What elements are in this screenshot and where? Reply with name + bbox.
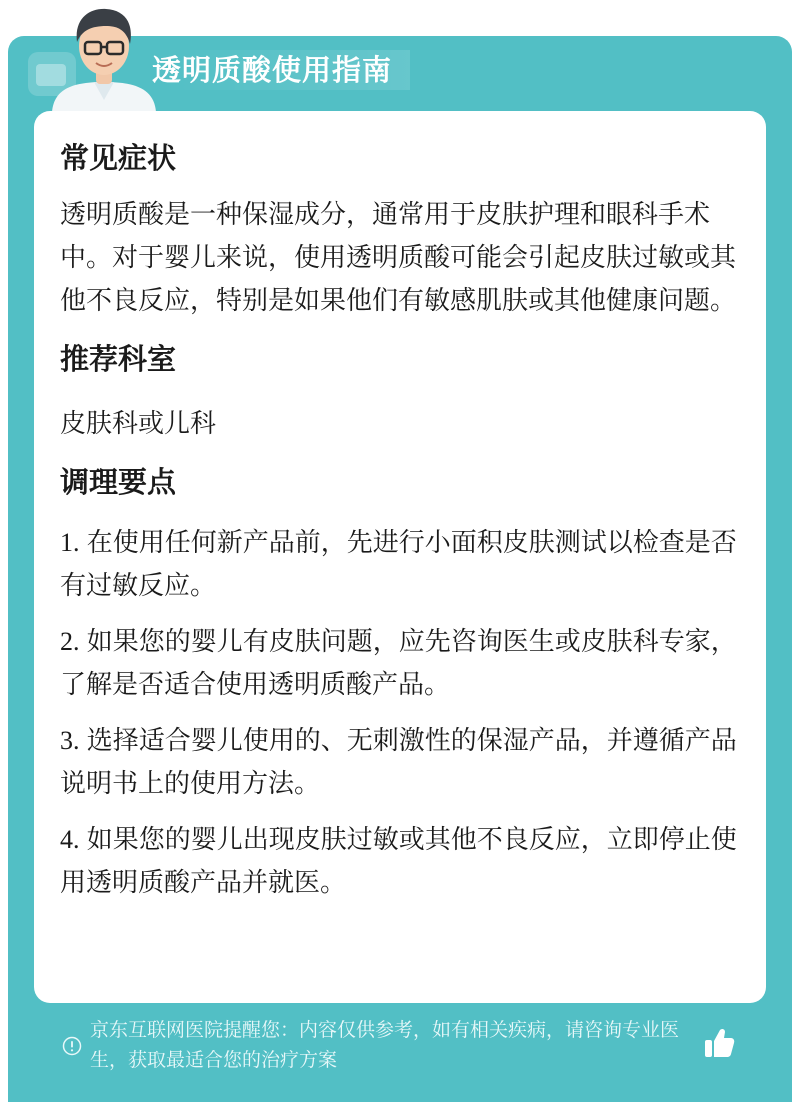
content-card xyxy=(34,111,766,1003)
care-tip-number: 3. xyxy=(60,726,80,755)
care-tip-text: 选择适合婴儿使用的、无刺激性的保湿产品，并遵循产品说明书上的使用方法。 xyxy=(60,725,737,798)
disclaimer-text: 京东互联网医院提醒您：内容仅供参考，如有相关疾病，请咨询专业医生，获取最适合您的治疗方案 xyxy=(90,1020,680,1071)
thumbs-up-icon[interactable] xyxy=(702,1026,736,1060)
care-tip-item xyxy=(60,719,740,805)
disclaimer xyxy=(62,1016,702,1076)
department-text: 皮肤科或儿科 xyxy=(60,408,217,438)
care-tip-item xyxy=(60,521,740,607)
care-heading: 调理要点 xyxy=(60,467,177,499)
care-tip-number: 2. xyxy=(60,627,80,656)
care-tip-number: 1. xyxy=(60,528,80,557)
care-tip-item xyxy=(60,818,740,904)
care-tip-text: 在使用任何新产品前，先进行小面积皮肤测试以检查是否有过敏反应。 xyxy=(60,527,737,600)
care-tip-text: 如果您的婴儿有皮肤问题，应先咨询医生或皮肤科专家，了解是否适合使用透明质酸产品。 xyxy=(60,626,737,699)
info-circle-icon xyxy=(62,1036,82,1056)
care-tip-item xyxy=(60,620,740,706)
department-heading: 推荐科室 xyxy=(60,344,177,376)
care-tip-text: 如果您的婴儿出现皮肤过敏或其他不良反应，立即停止使用透明质酸产品并就医。 xyxy=(60,824,737,897)
care-tips-list xyxy=(60,521,740,904)
symptoms-heading: 常见症状 xyxy=(60,143,177,175)
doctor-avatar-icon xyxy=(44,0,164,112)
page-title: 透明质酸使用指南 xyxy=(152,50,410,90)
care-tip-number: 4. xyxy=(60,825,80,854)
symptoms-text: 透明质酸是一种保湿成分，通常用于皮肤护理和眼科手术中。对于婴儿来说，使用透明质酸可能会引起皮肤过敏或其他不良反应，特别是如果他们有敏感肌肤或其他健康问题。 xyxy=(60,199,737,315)
